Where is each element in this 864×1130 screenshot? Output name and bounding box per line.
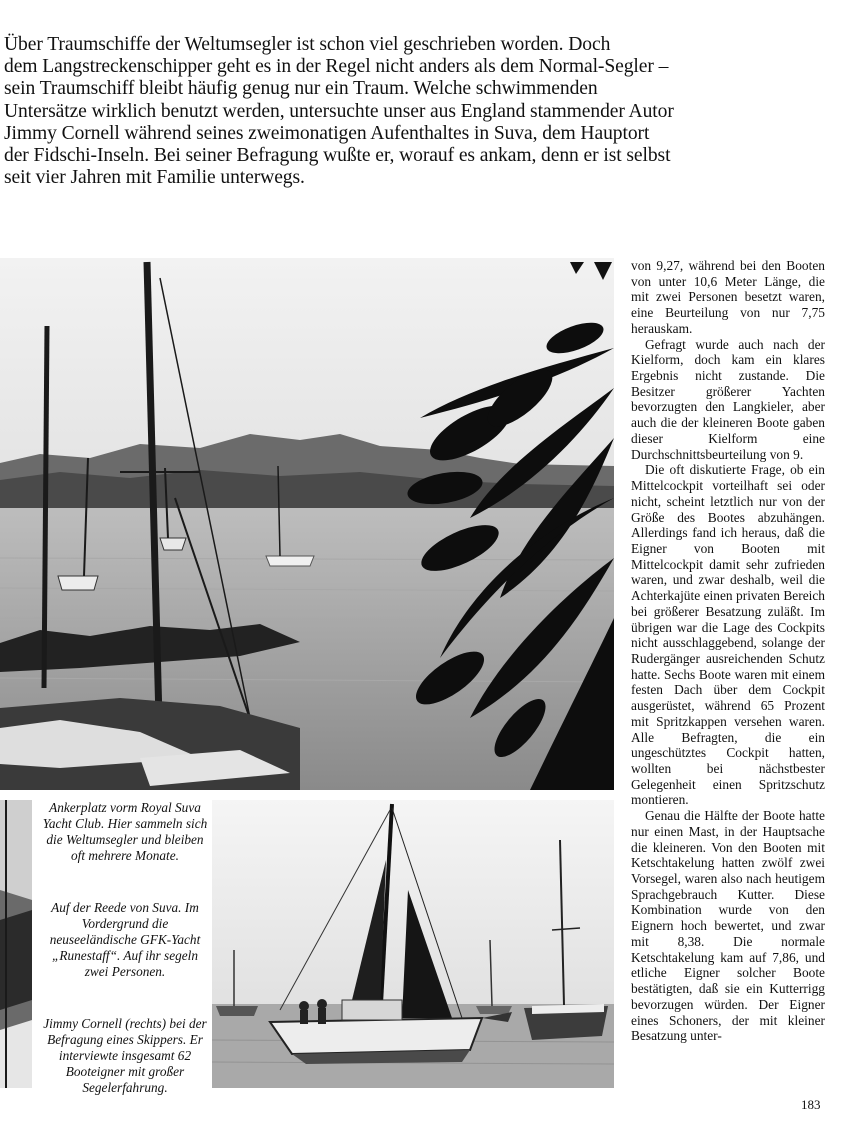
intro-line: sein Traumschiff bleibt häufig genug nur ein Traum. Welche schwimmenden xyxy=(4,78,598,100)
interviewer-photo-image xyxy=(0,800,32,1088)
article-paragraph: Gefragt wurde auch nach der Kielform, doch kam ein klares Ergebnis nicht zustande. Die Besitzer größerer Yachten bevorzugten den Langkieler, aber auch die der kleineren Boote gaben dieser Kielform eine Durchschnittsbeurteilung von 9. xyxy=(631,336,825,462)
page-number: 183 xyxy=(801,1097,821,1112)
intro-lead xyxy=(4,34,854,189)
article-paragraph: Genau die Hälfte der Boote hatte nur einen Mast, in der Hauptsache die kleineren. Von den Booten mit Ketschtakelung hatten zwölf zwei Vorsegel, waren also nach heutigem Sprachgebrauch Kutter. Diese Kombination wurde von den Eignern hoch bewertet, und zwar mit 8,38. Die normale Ketschtakelung kam auf 7,86, und etliche Eigner solcher Boote bestätigten, daß sie ein Kutterrigg bevorzugen würden. Der Eigner eines Schoners, der mit kleiner Besatzung unter- xyxy=(631,808,825,1044)
intro-line: Untersätze wirklich benutzt werden, untersuchte unser aus England stammender Autor xyxy=(4,100,674,122)
article-column xyxy=(631,258,825,1044)
interviewer-photo-strip xyxy=(0,800,32,1088)
article-paragraph: Die oft diskutierte Frage, ob ein Mittelcockpit vorteilhaft sei oder nicht, scheint letztlich nur von der Größe des Bootes abzuhängen. Allerdings fand ich heraus, daß die Eigner von Booten mit Mittelcockpit damit sehr zufrieden waren, und zwar deshalb, weil die Achterkajüte einen privaten Bereich bei größerer Besatzung zuläßt. Im übrigen war die Lage des Cockpits nicht ausschlaggebend, solange der Rudergänger ausreichenden Schutz hatte. Sechs Boote waren mit einem festen Dach über dem Cockpit ausgerüstet, während 65 Prozent mit Spritzkappen versehen waren. Alle Befragten, die ein ungeschütztes Cockpit hatten, wollten bei nächstbester Gelegenheit einen Spritzschutz montieren. xyxy=(631,462,825,808)
intro-line: seit vier Jahren mit Familie unterwegs. xyxy=(4,167,305,189)
intro-line: dem Langstreckenschipper geht es in der Regel nicht anders als dem Normal-Segler – xyxy=(4,56,669,78)
anchorage-photo-image xyxy=(0,258,614,790)
intro-line: Jimmy Cornell während seines zweimonatigen Aufenthaltes in Suva, dem Hauptort xyxy=(4,122,650,144)
runestaff-photo xyxy=(212,800,614,1088)
caption-anchorage: Ankerplatz vorm Royal Suva Yacht Club. Hier sammeln sich die Weltumsegler und bleiben oft mehrere Monate. xyxy=(42,800,208,863)
runestaff-photo-image xyxy=(212,800,614,1088)
article-paragraph: von 9,27, während bei den Booten von unter 10,6 Meter Länge, die mit zwei Personen besetzt waren, eine Beurteilung von nur 7,75 herauskam. xyxy=(631,258,825,336)
anchorage-photo xyxy=(0,258,614,790)
intro-line: Über Traumschiffe der Weltumsegler ist schon viel geschrieben worden. Doch xyxy=(4,34,611,55)
caption-roadstead: Auf der Reede von Suva. Im Vordergrund die neuseeländische GFK-Yacht „Runestaff“. Auf ihr segeln zwei Personen. xyxy=(49,900,201,979)
intro-line: der Fidschi-Inseln. Bei seiner Befragung wußte er, worauf es ankam, denn er ist selbst xyxy=(4,145,671,167)
caption-interview: Jimmy Cornell (rechts) bei der Befragung eines Skippers. Er interviewte insgesamt 62 Booteigner mit großer Segelerfahrung. xyxy=(43,1016,207,1095)
